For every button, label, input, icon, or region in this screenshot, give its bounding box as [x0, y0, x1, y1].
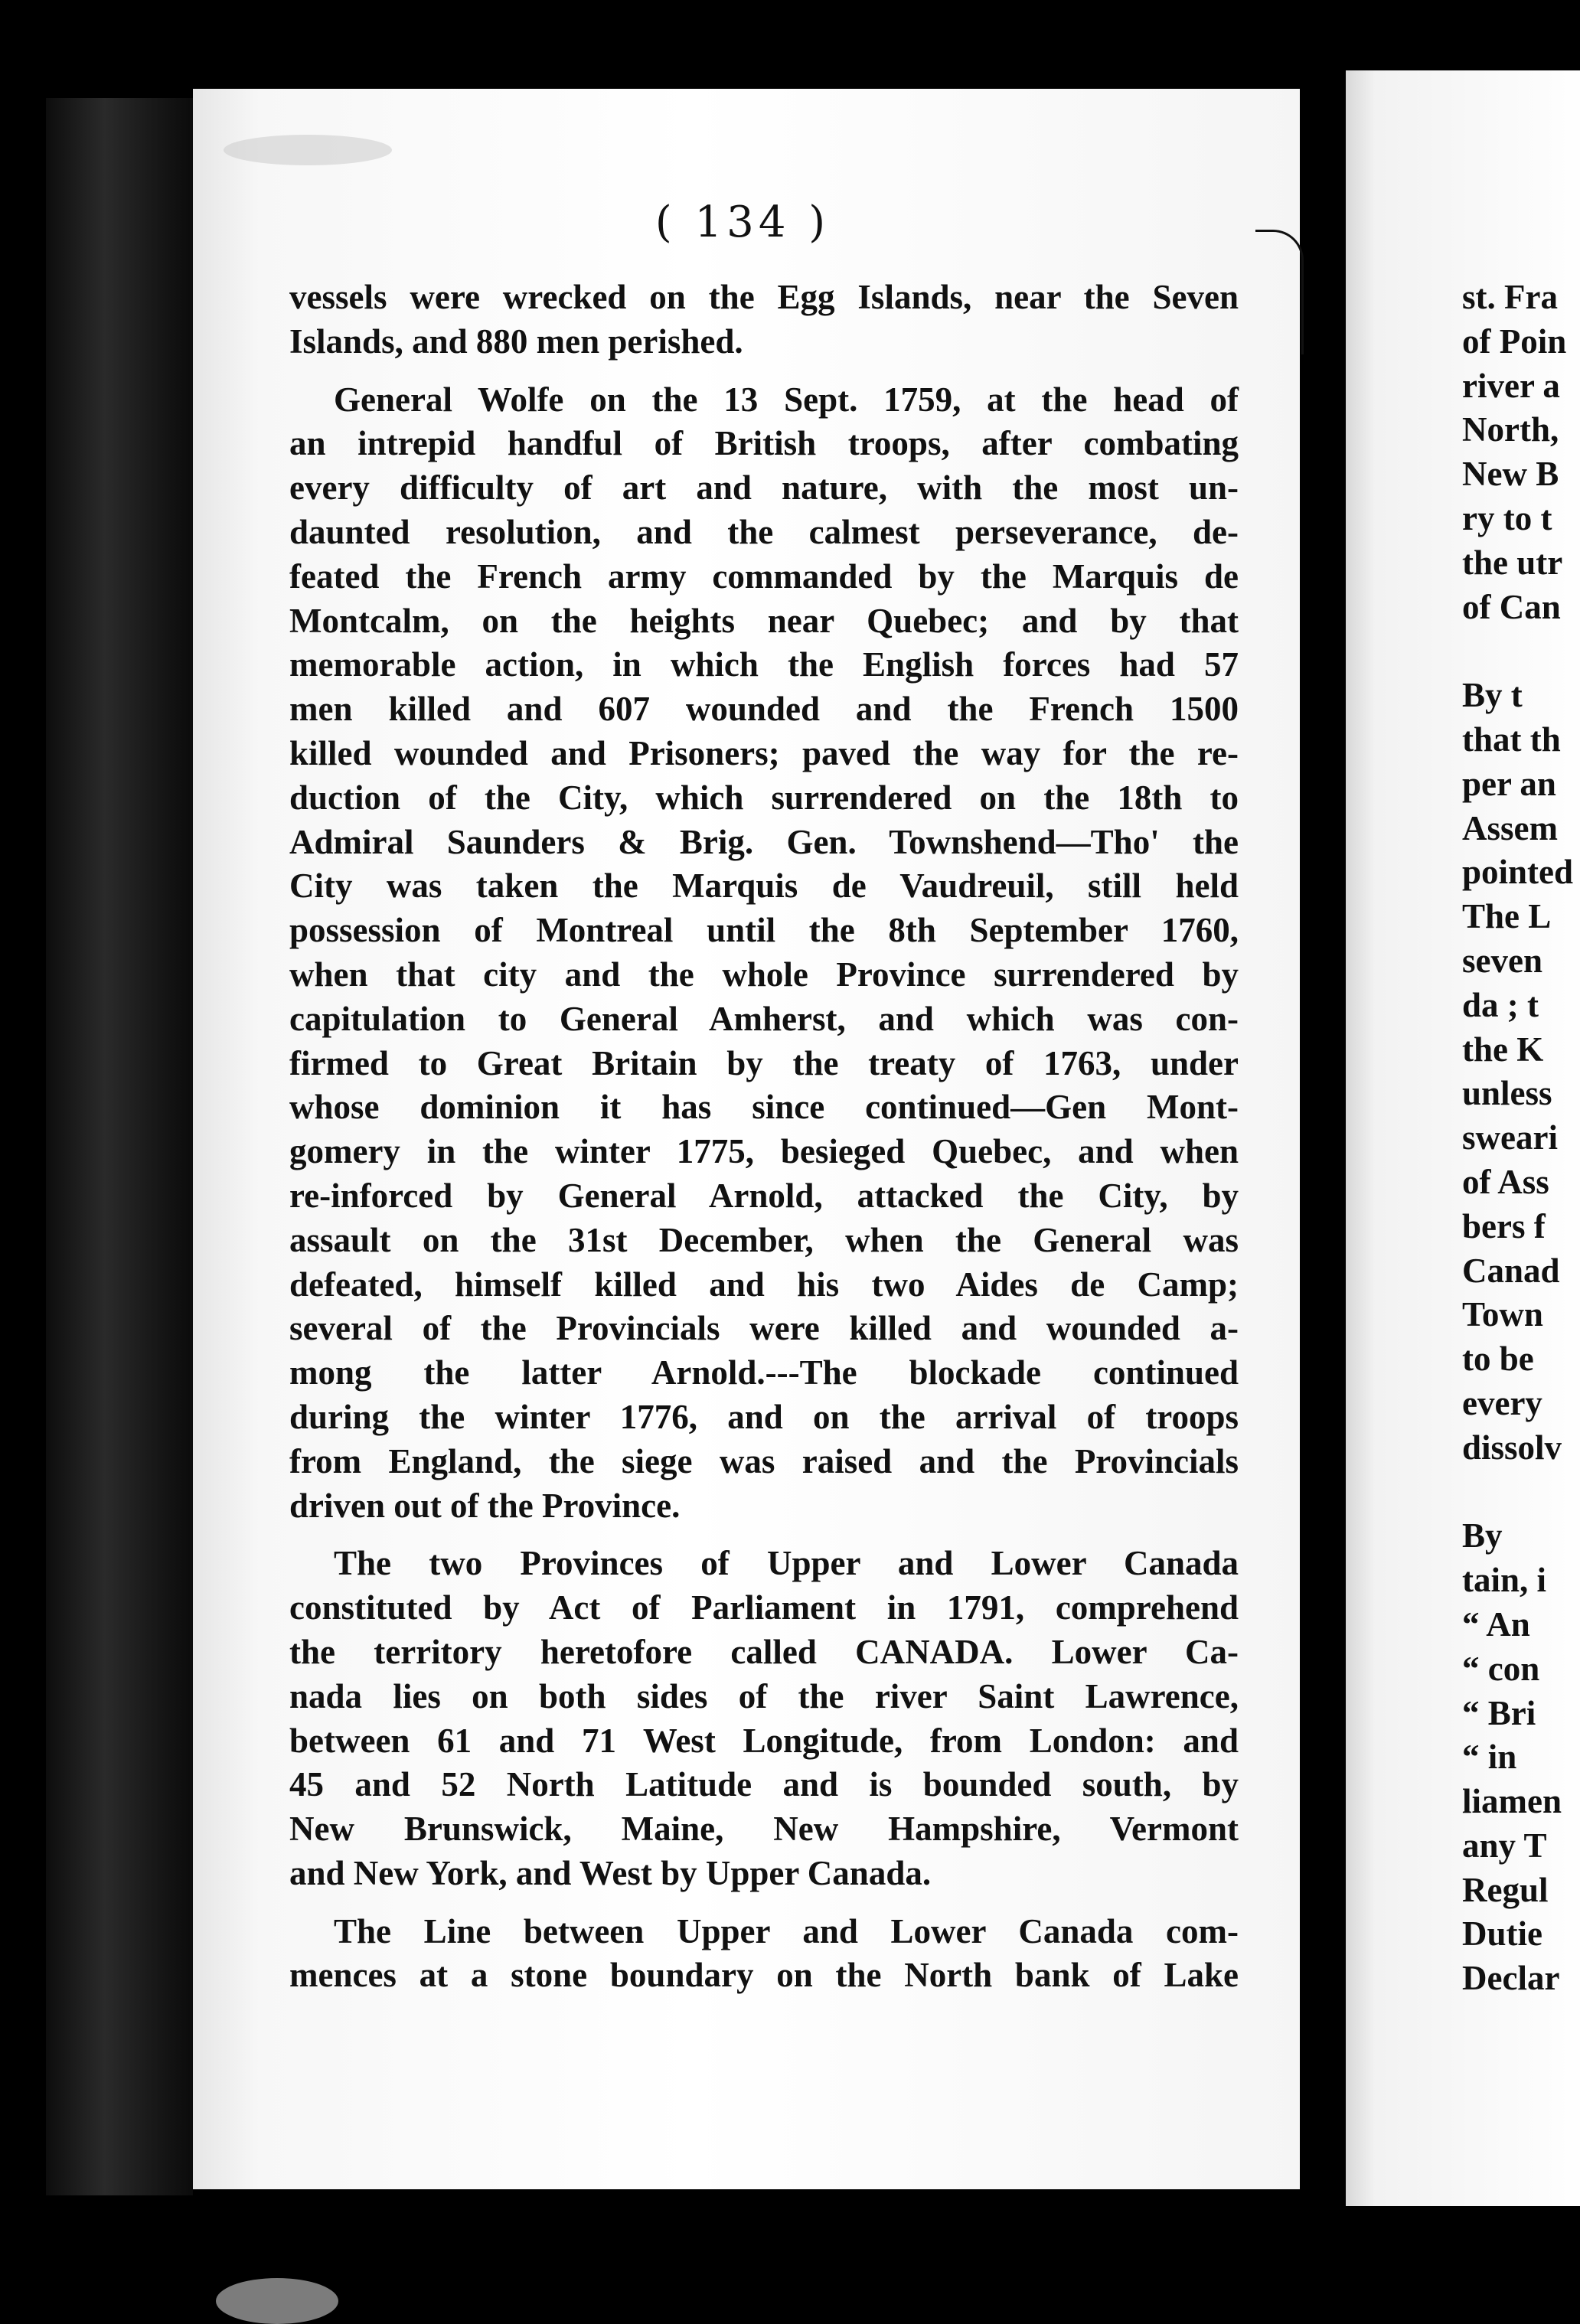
- text-line: City was taken the Marquis de Vaudreuil, still held: [289, 867, 1239, 906]
- facing-page-line: seven: [1462, 941, 1542, 980]
- text-line-last: driven out of the Province.: [289, 1486, 681, 1525]
- facing-page-line: By t: [1462, 676, 1523, 715]
- text-line: Montcalm, on the heights near Quebec; and by that: [289, 601, 1239, 640]
- facing-page-line: Canad: [1462, 1251, 1560, 1290]
- facing-page-line: da ; t: [1462, 985, 1539, 1024]
- facing-page-line: that th: [1462, 720, 1561, 759]
- text-line: The two Provinces of Upper and Lower Canada: [334, 1544, 1239, 1583]
- text-line: constituted by Act of Parliament in 1791, comprehend: [289, 1588, 1239, 1627]
- facing-page-line: the utr: [1462, 543, 1563, 582]
- text-line: Admiral Saunders & Brig. Gen. Townshend—Tho' the: [289, 822, 1239, 861]
- text-line: nada lies on both sides of the river Saint Lawrence,: [289, 1676, 1239, 1715]
- text-line: General Wolfe on the 13 Sept. 1759, at the head of: [334, 380, 1239, 419]
- facing-page-line: dissolv: [1462, 1428, 1562, 1467]
- text-line: New Brunswick, Maine, New Hampshire, Vermont: [289, 1810, 1239, 1849]
- text-line: killed wounded and Prisoners; paved the way for the re-: [289, 733, 1239, 772]
- facing-page-line: to be: [1462, 1340, 1534, 1379]
- facing-page-line: tain, i: [1462, 1561, 1547, 1600]
- main-text-block: [289, 276, 1239, 1998]
- facing-page-line: bers f: [1462, 1206, 1546, 1245]
- facing-page-line: North,: [1462, 410, 1559, 449]
- page-number-header: ( 134 ): [655, 197, 831, 247]
- facing-page-line: By: [1462, 1516, 1503, 1555]
- facing-page-line: Regul: [1462, 1870, 1549, 1909]
- text-line: duction of the City, which surrendered on the 18th to: [289, 778, 1239, 817]
- text-line-last: Islands, and 880 men perished.: [289, 322, 743, 361]
- facing-page-line: st. Fra: [1462, 278, 1558, 316]
- facing-page-text-fragment: [1462, 276, 1580, 2001]
- facing-page-line: Assem: [1462, 808, 1558, 847]
- facing-page-line: [1462, 1470, 1580, 1515]
- facing-page-line: of Ass: [1462, 1162, 1549, 1201]
- text-line: whose dominion it has since continued—Gen Mont-: [289, 1088, 1239, 1127]
- facing-page-line: ry to t: [1462, 498, 1552, 537]
- facing-page-line: “ An: [1462, 1604, 1530, 1643]
- text-line: feated the French army commanded by the Marquis de: [289, 557, 1239, 596]
- book-gutter: [1300, 61, 1346, 2266]
- text-line: men killed and 607 wounded and the French 1500: [289, 690, 1239, 729]
- facing-page-line: any T: [1462, 1826, 1547, 1865]
- text-line: memorable action, in which the English forces had 57: [289, 645, 1239, 684]
- text-line: capitulation to General Amherst, and which was con-: [289, 999, 1239, 1038]
- facing-page-line: liamen: [1462, 1782, 1562, 1821]
- text-line: every difficulty of art and nature, with the most un-: [289, 468, 1239, 508]
- facing-page-line: Dutie: [1462, 1914, 1542, 1954]
- text-line: firmed to Great Britain by the treaty of 1763, under: [289, 1043, 1239, 1082]
- facing-page-line: every: [1462, 1383, 1542, 1422]
- facing-page-line: of Can: [1462, 587, 1561, 626]
- text-line: an intrepid handful of British troops, after combating: [289, 424, 1239, 463]
- text-line: the territory heretofore called CANADA. Lower Ca-: [289, 1632, 1239, 1671]
- facing-page-line: “ in: [1462, 1738, 1517, 1777]
- text-line: daunted resolution, and the calmest perseverance, de-: [289, 512, 1239, 551]
- facing-page-line: “ con: [1462, 1649, 1540, 1688]
- book-spine-edge: [46, 98, 193, 2195]
- text-line: during the winter 1776, and on the arrival of troops: [289, 1397, 1239, 1436]
- text-line: gomery in the winter 1775, besieged Quebec, and when: [289, 1132, 1239, 1171]
- facing-page-line: New B: [1462, 455, 1559, 494]
- text-line: assault on the 31st December, when the General was: [289, 1220, 1239, 1259]
- facing-page-line: sweari: [1462, 1118, 1558, 1157]
- text-line-last: and New York, and West by Upper Canada.: [289, 1853, 932, 1892]
- text-line: when that city and the whole Province surrendered by: [289, 955, 1239, 994]
- facing-page-line: The L: [1462, 897, 1552, 936]
- facing-page-line: per an: [1462, 764, 1556, 803]
- text-line: 45 and 52 North Latitude and is bounded south, by: [289, 1765, 1239, 1804]
- text-line: possession of Montreal until the 8th September 1760,: [289, 911, 1239, 950]
- facing-page-line: unless: [1462, 1074, 1552, 1113]
- text-line: several of the Provincials were killed and wounded a-: [289, 1309, 1239, 1348]
- facing-page-line: Town: [1462, 1295, 1543, 1334]
- facing-page-line: “ Bri: [1462, 1693, 1536, 1732]
- text-line: defeated, himself killed and his two Aides de Camp;: [289, 1265, 1239, 1304]
- text-line: between 61 and 71 West Longitude, from London: and: [289, 1721, 1239, 1760]
- text-line: mences at a stone boundary on the North bank of Lake: [289, 1956, 1239, 1995]
- text-line: The Line between Upper and Lower Canada com-: [334, 1911, 1239, 1950]
- text-line: vessels were wrecked on the Egg Islands, near the Seven: [289, 278, 1239, 316]
- facing-page-line: river a: [1462, 366, 1560, 405]
- facing-page-line: [1462, 629, 1580, 674]
- margin-pen-mark: [1255, 230, 1304, 354]
- text-line: re-inforced by General Arnold, attacked the City, by: [289, 1176, 1239, 1215]
- text-line: mong the latter Arnold.---The blockade continued: [289, 1353, 1239, 1392]
- facing-page-line: the K: [1462, 1030, 1544, 1069]
- facing-page-line: pointed: [1462, 853, 1574, 892]
- facing-page-line: of Poin: [1462, 322, 1567, 361]
- text-line: from England, the siege was raised and the Provincials: [289, 1441, 1239, 1480]
- facing-page-line: Declar: [1462, 1959, 1560, 1998]
